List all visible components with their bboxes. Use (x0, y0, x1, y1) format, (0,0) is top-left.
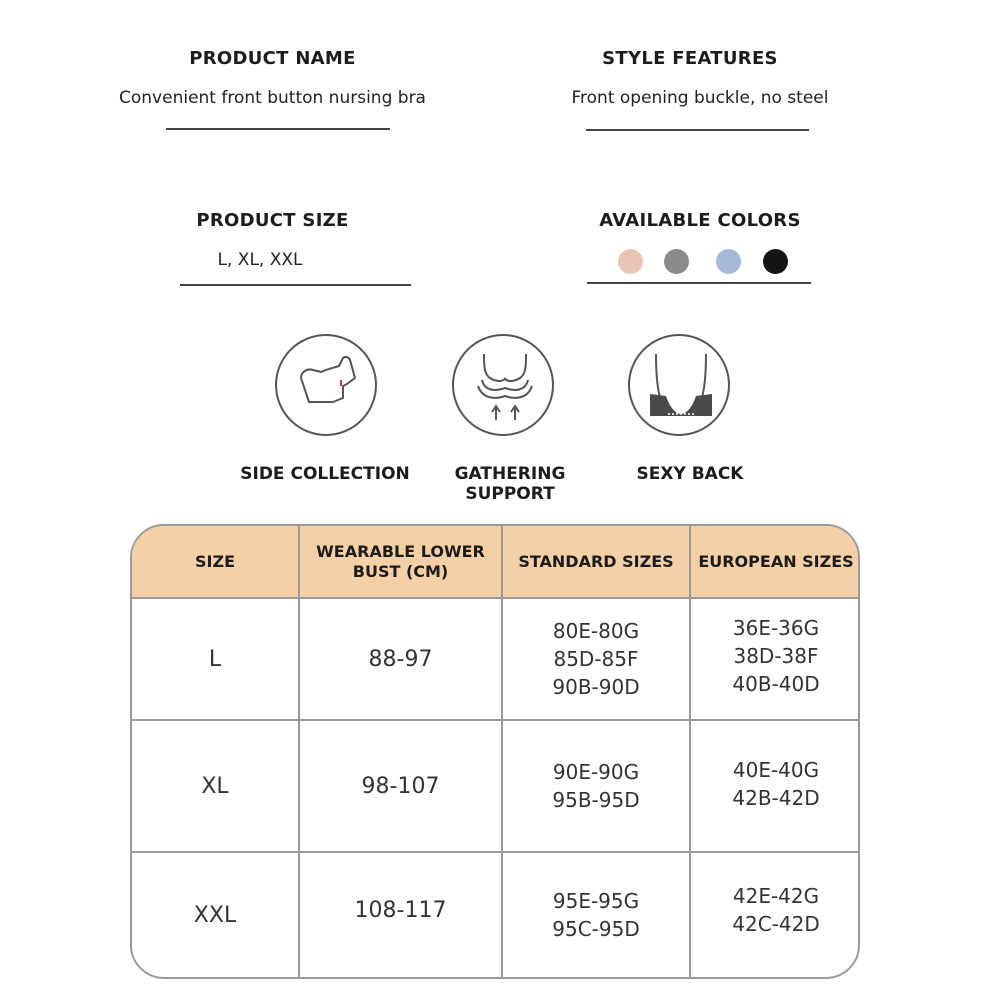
product-size-title: PRODUCT SIZE (196, 210, 349, 231)
standard-size-entry: 95B-95D (552, 788, 640, 812)
table-cell-bust: 88-97 (368, 646, 433, 672)
available-colors-title: AVAILABLE COLORS (599, 210, 801, 231)
product-name-value: Convenient front button nursing bra (119, 88, 426, 108)
table-cell-european (691, 719, 860, 849)
gathering-support-label-line1: GATHERING (454, 464, 566, 484)
standard-size-entry: 90B-90D (552, 675, 640, 699)
table-cell-standard (503, 599, 689, 719)
header-standard-sizes: STANDARD SIZES (503, 526, 689, 597)
table-cell-bust: 98-107 (361, 773, 440, 799)
header-european-sizes: EUROPEAN SIZES (691, 526, 860, 597)
table-cell-european (691, 848, 860, 972)
header-size: SIZE (132, 526, 298, 597)
european-size-entry: 36E-36G (732, 616, 820, 640)
color-swatch-blue[interactable] (716, 249, 741, 274)
side-collection-label: SIDE COLLECTION (240, 464, 410, 484)
standard-size-entry: 95E-95G (552, 889, 640, 913)
european-size-entry: 42E-42G (732, 884, 820, 908)
side-collection-icon (275, 334, 377, 436)
color-swatch-gray[interactable] (664, 249, 689, 274)
european-size-entry: 40E-40G (732, 758, 820, 782)
table-cell-size: XXL (193, 902, 237, 928)
sexy-back-label: SEXY BACK (636, 464, 744, 484)
table-cell-standard (503, 721, 689, 851)
style-features-title: STYLE FEATURES (602, 48, 778, 69)
style-features-value: Front opening buckle, no steel (571, 88, 829, 108)
european-size-entry: 40B-40D (732, 672, 820, 696)
table-cell-european (691, 596, 860, 716)
standard-size-entry: 90E-90G (552, 760, 640, 784)
standard-size-entry: 80E-80G (552, 619, 640, 643)
header-wearable-lower-bust: WEARABLE LOWER BUST (CM) (300, 526, 501, 597)
color-swatch-black[interactable] (763, 249, 788, 274)
product-size-value: L, XL, XXL (217, 250, 303, 270)
color-swatch-nude[interactable] (618, 249, 643, 274)
sexy-back-icon (628, 334, 730, 436)
table-cell-bust: 108-117 (354, 897, 447, 923)
table-cell-standard (503, 853, 689, 977)
gathering-support-icon (452, 334, 554, 436)
european-size-entry: 42C-42D (732, 912, 820, 936)
product-name-title: PRODUCT NAME (189, 48, 356, 69)
product-name-divider (166, 128, 390, 130)
product-size-divider (180, 284, 411, 286)
european-size-entry: 42B-42D (732, 786, 820, 810)
standard-size-entry: 85D-85F (553, 647, 639, 671)
available-colors-divider (587, 282, 811, 284)
gathering-support-label (420, 464, 600, 504)
table-cell-size: L (208, 646, 222, 672)
gathering-support-label-line2: SUPPORT (465, 484, 555, 504)
size-table (130, 524, 860, 979)
standard-size-entry: 95C-95D (552, 917, 640, 941)
style-features-divider (586, 129, 809, 131)
european-size-entry: 38D-38F (733, 644, 819, 668)
table-cell-size: XL (201, 773, 229, 799)
